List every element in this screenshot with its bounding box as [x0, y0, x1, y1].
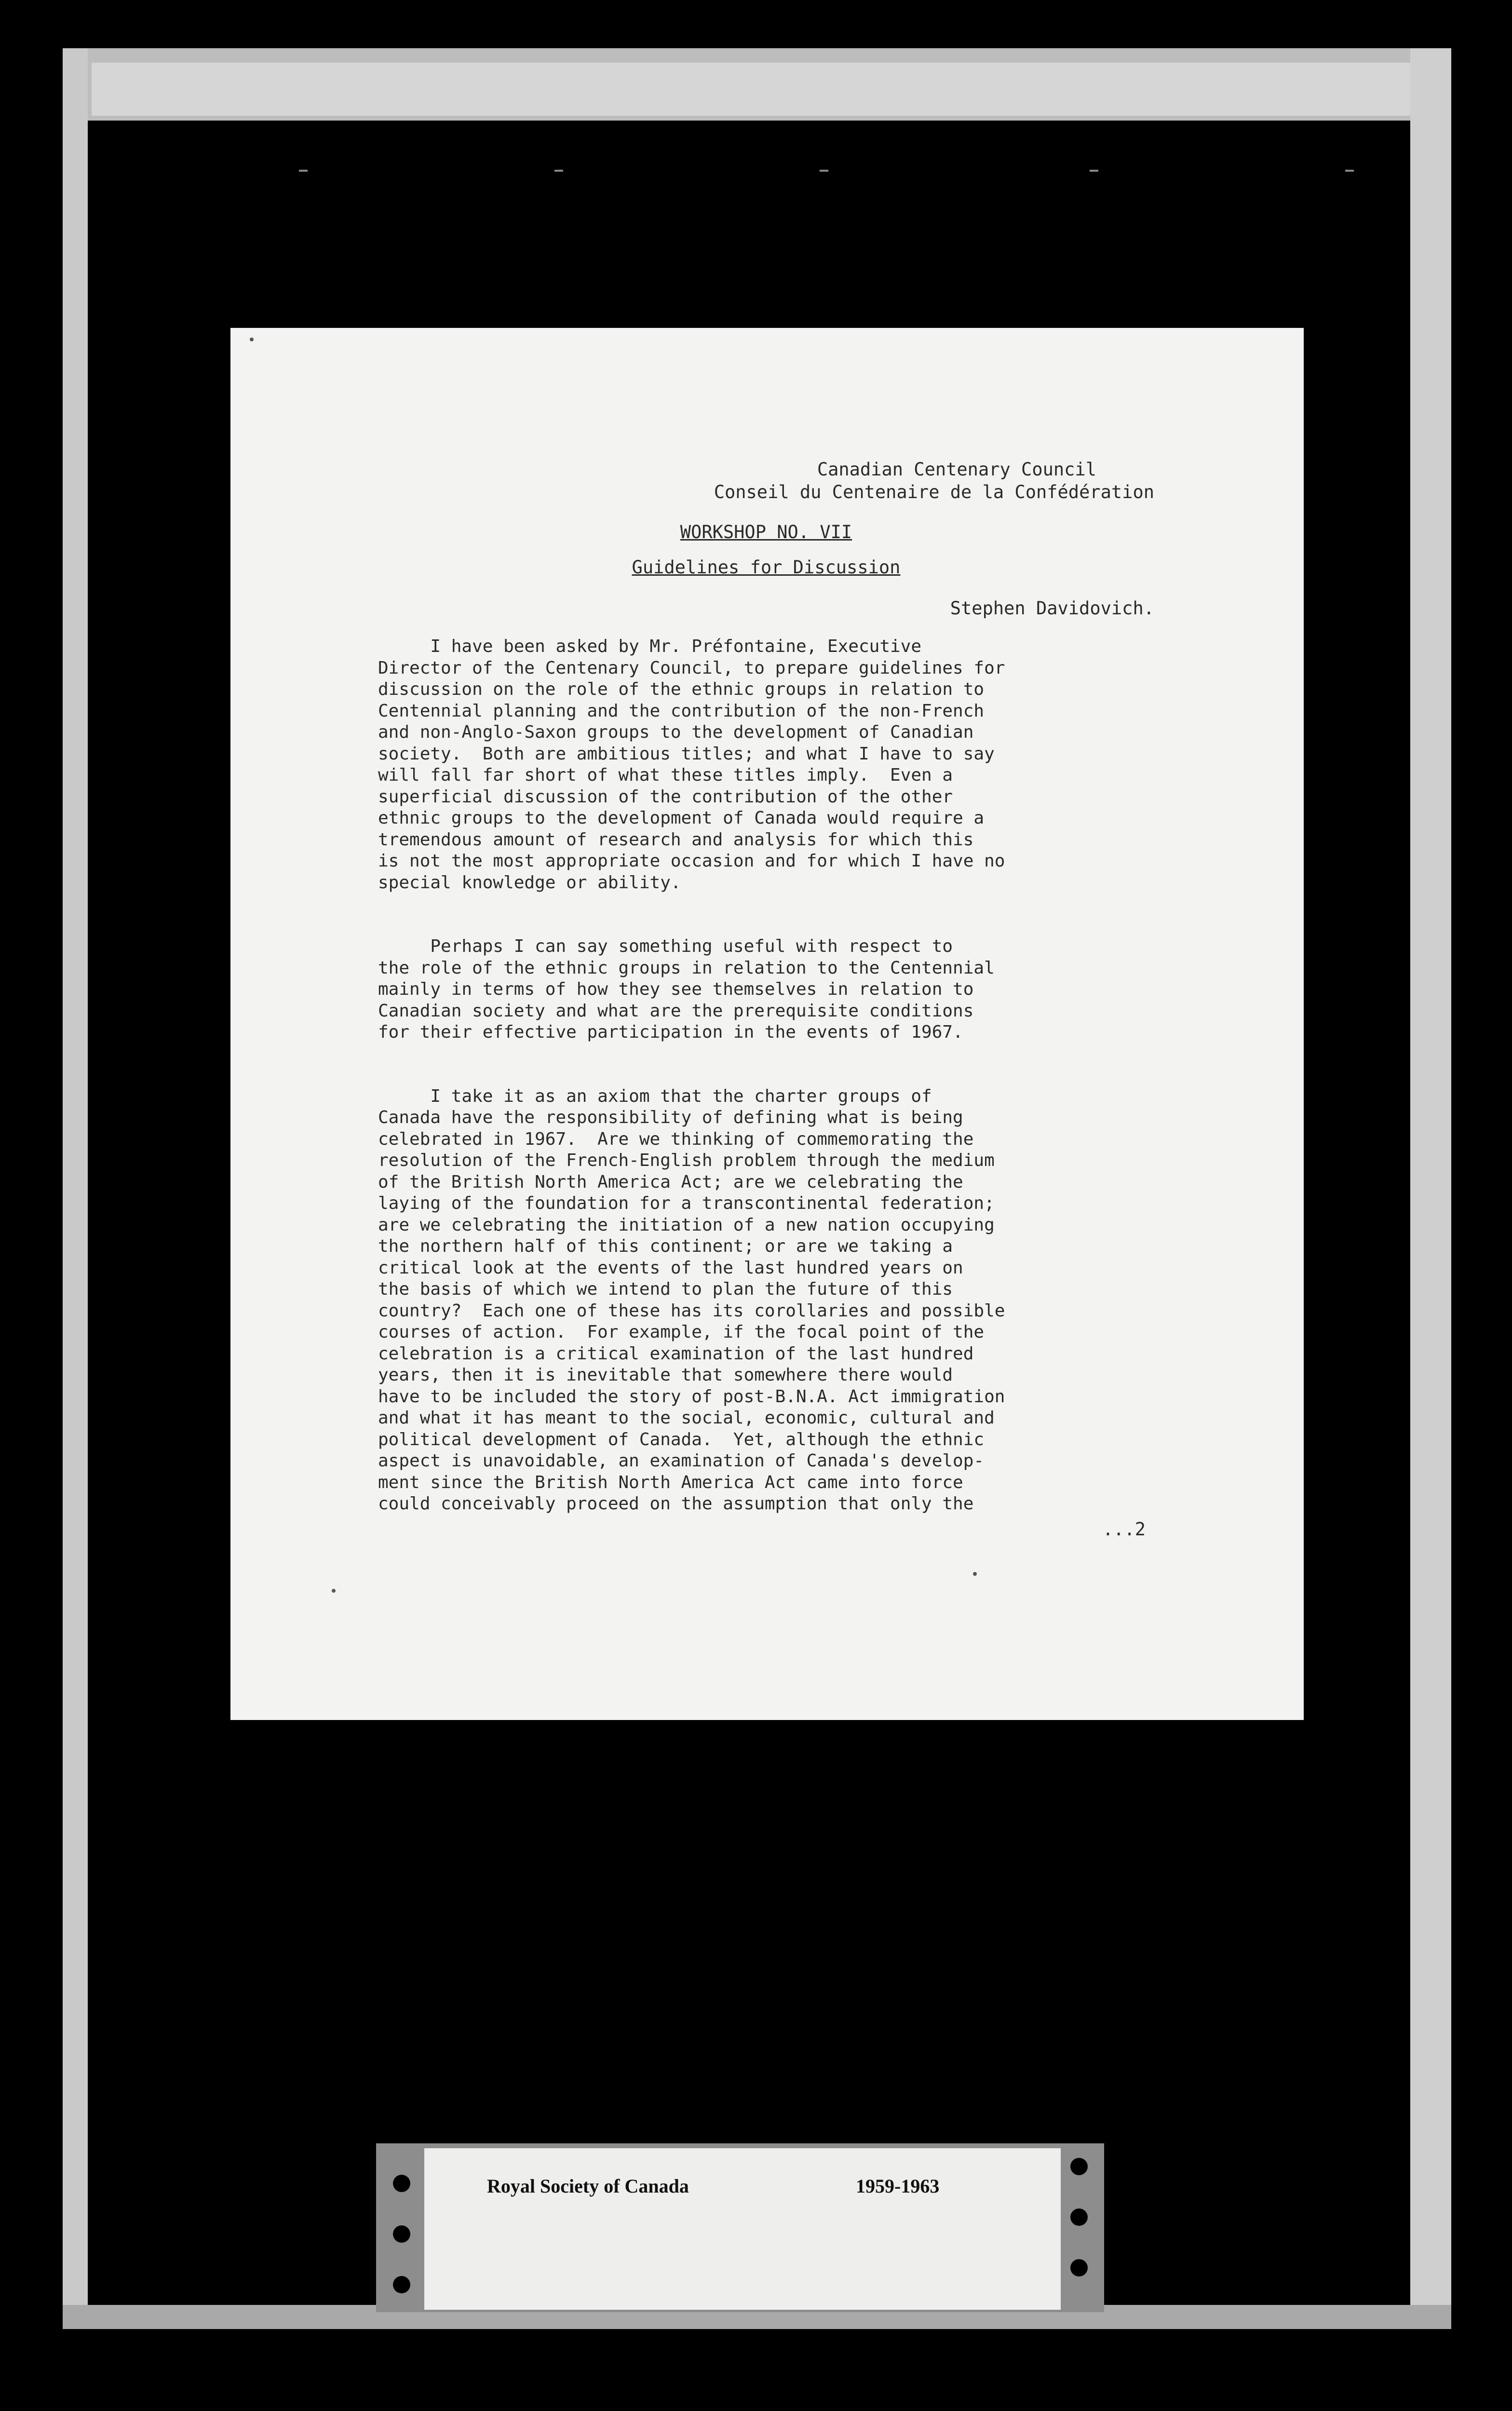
page-continuation: ...2 — [1102, 1518, 1146, 1540]
film-hole — [393, 2276, 410, 2293]
header-org-fr: Conseil du Centenaire de la Confédération — [714, 482, 1154, 502]
film-hole — [393, 2175, 410, 2192]
frame-tick — [554, 170, 563, 172]
film-hole — [1070, 2259, 1088, 2276]
film-top-band — [92, 63, 1413, 116]
film-right-edge — [1410, 48, 1451, 2324]
scan-speck — [250, 338, 254, 341]
frame-tick — [820, 170, 828, 172]
film-hole — [1070, 2158, 1088, 2175]
film-hole — [393, 2225, 410, 2243]
film-hole — [1070, 2208, 1088, 2226]
document-body — [378, 458, 1154, 1541]
archive-label — [424, 2148, 1061, 2310]
scan-speck — [973, 1572, 977, 1576]
workshop-title: WORKSHOP NO. VII — [680, 522, 852, 542]
scan-speck — [332, 1589, 336, 1593]
film-left-edge — [63, 48, 88, 2324]
archive-collection: Royal Society of Canada — [487, 2175, 689, 2197]
frame-tick — [1090, 170, 1098, 172]
frame-tick — [299, 170, 308, 172]
archive-years: 1959-1963 — [856, 2175, 940, 2197]
document-subtitle: Guidelines for Discussion — [632, 557, 901, 578]
paragraph-1: I have been asked by Mr. Préfontaine, Executive Director of the Centenary Council, to prepare guidelines for discussion on the role of the ethnic groups in relation to Centennial planning and the contribution of the non-French and non-Anglo-Saxon groups to the development of Canadian society. Both are ambitious titles; and what I have to say will fall far short of what these titles imply. Even a superficial discussion of the contribution of the other ethnic groups to the development of Canada would require a tremendous amount of research and analysis for which this is not the most appropriate occasion and for which I have no special knowledge or ability. — [378, 637, 1005, 893]
document-page — [230, 328, 1304, 1720]
paragraph-3: I take it as an axiom that the charter groups of Canada have the responsibility of defining what is being celebrated in 1967. Are we thinking of commemorating the resolution of the French-English problem through the medium of the British North America Act; are we celebrating the laying of the foundation for a transcontinental federation; are we celebrating the initiation of a new nation occupying the northern half of this continent; or are we taking a critical look at the events of the last hundred years on the basis of which we intend to plan the future of this country? Each one of these has its corollaries and possible courses of action. For example, if the focal point of the celebration is a critical examination of the last hundred years, then it is inevitable that somewhere there would have to be included the story of post-B.N.A. Act immigration and what it has meant to the social, economic, cultural and political development of Canada. Yet, although the ethnic aspect is unavoidable, an examination of Canada's develop- ment since the British North America Act came into force could conceivably proceed on the assumption that only the — [378, 1086, 1005, 1514]
author-name: Stephen Davidovich. — [950, 598, 1154, 619]
header-org-en: Canadian Centenary Council — [817, 459, 1096, 480]
frame-tick — [1345, 170, 1354, 172]
paragraph-2: Perhaps I can say something useful with respect to the role of the ethnic groups in relation to the Centennial mainly in terms of how they see themselves in relation to Canadian society and what are the prerequisite conditions for their effective participation in the events of 1967. — [378, 936, 995, 1042]
